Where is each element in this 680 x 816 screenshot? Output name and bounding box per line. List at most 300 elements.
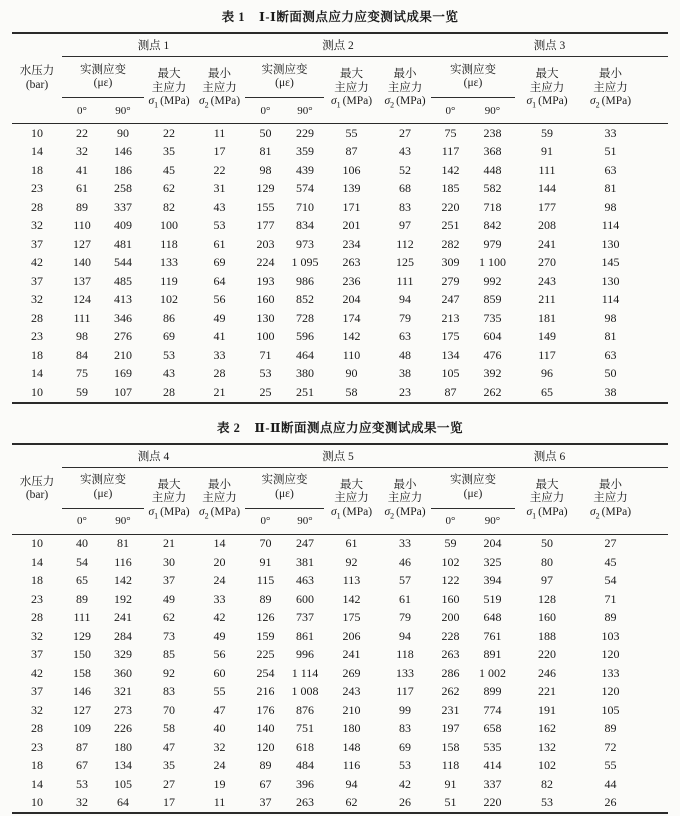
value-cell: 229	[296, 125, 314, 140]
value-cell: 192	[114, 591, 132, 606]
value-cell: 284	[114, 628, 132, 643]
value-cell: 228	[441, 628, 460, 643]
value-cell: 186	[114, 162, 132, 177]
value-cell: 234	[342, 236, 361, 251]
value-cell: 979	[483, 236, 502, 251]
pressure-cell: 23	[31, 329, 43, 344]
pressure-cell: 14	[31, 554, 43, 569]
group-header-point1: 测点 1	[62, 33, 245, 57]
table1-label: 表 1	[221, 10, 246, 24]
value-cell: 128	[538, 591, 556, 606]
sigma-min-line1: 最小	[208, 68, 231, 81]
value-cell: 346	[114, 310, 132, 325]
value-cell: 21	[213, 384, 226, 399]
value-cell: 96	[541, 366, 553, 381]
pressure-cell: 23	[31, 739, 43, 754]
value-cell: 120	[601, 647, 620, 662]
sigma-max-header: 最大 主应力 $\sigma_1$ (MPa)	[324, 57, 379, 124]
value-cell: 146	[73, 684, 91, 699]
value-cell: 70	[259, 536, 272, 551]
value-cell: 83	[399, 721, 411, 736]
value-cell: 89	[259, 591, 272, 606]
value-cell: 63	[604, 347, 617, 362]
value-cell: 110	[342, 347, 361, 362]
value-cell: 133	[601, 665, 620, 680]
value-cell: 142	[342, 329, 361, 344]
value-cell: 710	[296, 199, 314, 214]
value-cell: 380	[296, 366, 314, 381]
table-row	[12, 534, 668, 553]
value-cell: 22	[213, 162, 226, 177]
value-cell: 47	[213, 702, 226, 717]
strain-header: 实测应变 (με)	[62, 467, 144, 508]
sigma-max-header	[144, 57, 194, 124]
value-cell: 263	[296, 795, 314, 810]
value-cell: 273	[114, 702, 132, 717]
value-cell: 87	[76, 739, 88, 754]
value-cell: 105	[441, 366, 460, 381]
sigma-max-header: 最大 主应力 $\sigma_1$ (MPa)	[515, 467, 579, 534]
pressure-cell: 10	[31, 384, 43, 399]
value-cell: 22	[163, 125, 175, 140]
value-cell: 216	[256, 684, 275, 699]
value-cell: 177	[538, 199, 556, 214]
value-cell: 582	[483, 181, 502, 196]
sigma2-symbol-line: $\sigma_2$ (MPa)	[198, 95, 241, 110]
value-cell: 38	[604, 384, 617, 399]
table-row	[12, 365, 668, 384]
value-cell: 160	[441, 591, 460, 606]
value-cell: 118	[441, 758, 460, 773]
angle-0-header: 0°	[431, 98, 470, 124]
value-cell: 81	[117, 536, 129, 551]
value-cell: 116	[114, 554, 132, 569]
value-cell: 210	[114, 347, 132, 362]
value-cell: 53	[213, 218, 226, 233]
value-cell: 118	[396, 647, 414, 662]
value-cell: 133	[160, 255, 178, 270]
value-cell: 98	[604, 310, 617, 325]
value-cell: 33	[213, 591, 226, 606]
value-cell: 27	[604, 536, 617, 551]
value-cell: 20	[213, 554, 226, 569]
value-cell: 70	[163, 702, 175, 717]
value-cell: 23	[399, 384, 411, 399]
value-cell: 50	[604, 366, 617, 381]
value-cell: 241	[114, 610, 132, 625]
value-cell: 243	[342, 684, 361, 699]
value-cell: 117	[441, 144, 460, 159]
value-cell: 158	[73, 665, 91, 680]
pressure-cell: 32	[31, 218, 43, 233]
angle-90-header: 90°	[102, 508, 144, 534]
value-cell: 181	[538, 310, 556, 325]
value-cell: 270	[538, 255, 556, 270]
table-row	[12, 757, 668, 776]
value-cell: 57	[399, 573, 411, 588]
value-cell: 236	[342, 273, 361, 288]
value-cell: 263	[342, 255, 361, 270]
value-cell: 160	[538, 610, 556, 625]
value-cell: 85	[163, 647, 175, 662]
table1-title	[0, 7, 680, 25]
value-cell: 97	[399, 218, 411, 233]
table-row	[12, 794, 668, 814]
value-cell: 67	[259, 776, 272, 791]
table-row	[12, 161, 668, 180]
value-cell: 126	[256, 610, 275, 625]
value-cell: 247	[296, 536, 314, 551]
value-cell: 112	[396, 236, 414, 251]
value-cell: 309	[441, 255, 460, 270]
value-cell: 51	[444, 795, 457, 810]
value-cell: 73	[163, 628, 175, 643]
value-cell: 464	[296, 347, 314, 362]
value-cell: 114	[601, 218, 620, 233]
value-cell: 50	[541, 536, 553, 551]
value-cell: 54	[76, 554, 88, 569]
value-cell: 145	[601, 255, 620, 270]
sigma-max-header: 最大 主应力 $\sigma_1$ (MPa)	[515, 57, 579, 124]
subheader-row	[12, 57, 668, 98]
pressure-cell: 37	[31, 647, 43, 662]
value-cell: 115	[256, 573, 275, 588]
value-cell: 481	[114, 236, 132, 251]
value-cell: 114	[601, 292, 620, 307]
value-cell: 31	[213, 181, 226, 196]
value-cell: 325	[483, 554, 502, 569]
value-cell: 220	[441, 199, 460, 214]
value-cell: 134	[441, 347, 460, 362]
value-cell: 87	[345, 144, 358, 159]
value-cell: 262	[441, 684, 460, 699]
pressure-cell: 10	[31, 536, 43, 551]
value-cell: 226	[114, 721, 132, 736]
value-cell: 63	[399, 329, 411, 344]
value-cell: 92	[345, 554, 358, 569]
angle-90-header: 90°	[470, 508, 515, 534]
value-cell: 241	[342, 647, 361, 662]
strain-header: 实测应变 (με)	[431, 57, 515, 98]
value-cell: 32	[76, 144, 88, 159]
value-cell: 142	[114, 573, 132, 588]
value-cell: 103	[601, 628, 620, 643]
value-cell: 21	[163, 536, 175, 551]
sigma-max-header: 最大 主应力 $\sigma_1$ (MPa)	[144, 467, 194, 534]
value-cell: 149	[538, 329, 556, 344]
value-cell: 81	[604, 329, 617, 344]
value-cell: 55	[345, 125, 358, 140]
value-cell: 86	[163, 310, 175, 325]
angle-90-header: 90°	[102, 98, 144, 124]
value-cell: 220	[483, 795, 502, 810]
value-cell: 834	[296, 218, 314, 233]
value-cell: 42	[213, 610, 226, 625]
table-row	[12, 738, 668, 757]
sigma-min-header: 最小 主应力 $\sigma_2$ (MPa)	[579, 57, 668, 124]
value-cell: 49	[163, 591, 175, 606]
value-cell: 251	[441, 218, 460, 233]
value-cell: 45	[163, 162, 175, 177]
value-cell: 98	[259, 162, 272, 177]
table-row	[12, 328, 668, 347]
value-cell: 130	[601, 236, 620, 251]
value-cell: 210	[342, 702, 361, 717]
pressure-cell: 18	[31, 347, 43, 362]
sigma-min-header	[194, 57, 245, 124]
value-cell: 139	[342, 181, 361, 196]
value-cell: 94	[399, 628, 411, 643]
value-cell: 28	[163, 384, 175, 399]
value-cell: 32	[76, 795, 88, 810]
value-cell: 176	[256, 702, 275, 717]
value-cell: 155	[256, 199, 275, 214]
value-cell: 19	[213, 776, 226, 791]
value-cell: 49	[213, 628, 226, 643]
value-cell: 46	[399, 554, 411, 569]
value-cell: 282	[441, 236, 460, 251]
value-cell: 63	[604, 162, 617, 177]
value-cell: 1 100	[479, 255, 506, 270]
pressure-cell: 18	[31, 573, 43, 588]
value-cell: 107	[114, 384, 132, 399]
value-cell: 842	[483, 218, 502, 233]
value-cell: 14	[213, 536, 226, 551]
value-cell: 94	[345, 776, 358, 791]
value-cell: 102	[441, 554, 460, 569]
sigma-min-header: 最小 主应力 $\sigma_2$ (MPa)	[379, 467, 431, 534]
value-cell: 180	[114, 739, 132, 754]
sigma1-symbol-line: $\sigma_1$ (MPa)	[148, 95, 190, 110]
value-cell: 90	[345, 366, 358, 381]
value-cell: 67	[76, 758, 88, 773]
value-cell: 174	[342, 310, 361, 325]
value-cell: 43	[213, 199, 226, 214]
value-cell: 59	[541, 125, 553, 140]
value-cell: 448	[483, 162, 502, 177]
value-cell: 100	[256, 329, 275, 344]
value-cell: 79	[399, 610, 411, 625]
strain-unit: (με)	[93, 77, 113, 89]
group-header-point6: 测点 6	[431, 444, 668, 468]
value-cell: 43	[399, 144, 411, 159]
value-cell: 132	[538, 739, 556, 754]
value-cell: 111	[73, 310, 91, 325]
value-cell: 200	[441, 610, 460, 625]
value-cell: 71	[259, 347, 272, 362]
value-cell: 91	[444, 776, 457, 791]
value-cell: 117	[396, 684, 414, 699]
value-cell: 414	[483, 758, 502, 773]
value-cell: 81	[604, 181, 617, 196]
sigma-max-line1: 最大	[157, 68, 181, 81]
subheader-row	[12, 467, 668, 508]
value-cell: 110	[73, 218, 91, 233]
value-cell: 899	[483, 684, 502, 699]
pressure-cell: 10	[31, 125, 43, 140]
value-cell: 246	[538, 665, 556, 680]
value-cell: 17	[213, 144, 226, 159]
strain-label: 实测应变	[80, 63, 126, 76]
table-row	[12, 590, 668, 609]
value-cell: 54	[604, 573, 617, 588]
value-cell: 177	[256, 218, 275, 233]
value-cell: 99	[399, 702, 411, 717]
value-cell: 191	[538, 702, 556, 717]
group-header-row	[12, 444, 668, 468]
value-cell: 55	[213, 684, 226, 699]
value-cell: 47	[163, 739, 175, 754]
value-cell: 262	[483, 384, 502, 399]
pressure-column-header: 水压力 (bar)	[12, 444, 62, 535]
value-cell: 102	[160, 292, 178, 307]
value-cell: 61	[213, 236, 226, 251]
table-row	[12, 272, 668, 291]
value-cell: 238	[483, 125, 502, 140]
value-cell: 439	[296, 162, 314, 177]
value-cell: 69	[163, 329, 175, 344]
value-cell: 134	[114, 758, 132, 773]
value-cell: 175	[342, 610, 361, 625]
sigma-max-header: 最大 主应力 $\sigma_1$ (MPa)	[324, 467, 379, 534]
value-cell: 142	[342, 591, 361, 606]
table-row	[12, 701, 668, 720]
table2-body	[12, 534, 668, 813]
value-cell: 392	[483, 366, 502, 381]
value-cell: 89	[76, 591, 88, 606]
value-cell: 120	[601, 684, 620, 699]
value-cell: 98	[76, 329, 88, 344]
value-cell: 137	[73, 273, 91, 288]
sigma-min-header: 最小 主应力 $\sigma_2$ (MPa)	[194, 467, 245, 534]
value-cell: 111	[538, 162, 556, 177]
value-cell: 64	[117, 795, 129, 810]
value-cell: 33	[604, 125, 617, 140]
value-cell: 52	[399, 162, 411, 177]
value-cell: 188	[538, 628, 556, 643]
angle-90-header: 90°	[470, 98, 515, 124]
value-cell: 413	[114, 292, 132, 307]
value-cell: 17	[163, 795, 175, 810]
value-cell: 94	[399, 292, 411, 307]
table2-title	[0, 418, 680, 436]
value-cell: 204	[342, 292, 361, 307]
group-header-point3: 测点 3	[431, 33, 668, 57]
group-header-point2: 测点 2	[245, 33, 431, 57]
value-cell: 37	[259, 795, 272, 810]
value-cell: 48	[399, 347, 411, 362]
value-cell: 127	[73, 236, 91, 251]
value-cell: 204	[483, 536, 502, 551]
pressure-cell: 37	[31, 236, 43, 251]
pressure-cell: 28	[31, 610, 43, 625]
value-cell: 220	[538, 647, 556, 662]
value-cell: 360	[114, 665, 132, 680]
pressure-cell: 18	[31, 758, 43, 773]
value-cell: 56	[213, 292, 226, 307]
pressure-cell: 18	[31, 162, 43, 177]
pressure-cell: 32	[31, 292, 43, 307]
value-cell: 53	[76, 776, 88, 791]
value-cell: 62	[163, 181, 175, 196]
value-cell: 120	[256, 739, 275, 754]
value-cell: 111	[73, 610, 91, 625]
value-cell: 50	[259, 125, 272, 140]
table-row	[12, 346, 668, 365]
table-row	[12, 180, 668, 199]
angle-90-header: 90°	[286, 98, 324, 124]
angle-90-header: 90°	[286, 508, 324, 534]
value-cell: 43	[163, 366, 175, 381]
value-cell: 225	[256, 647, 275, 662]
value-cell: 105	[601, 702, 620, 717]
value-cell: 59	[444, 536, 457, 551]
value-cell: 44	[604, 776, 617, 791]
value-cell: 171	[342, 199, 361, 214]
value-cell: 26	[399, 795, 411, 810]
value-cell: 396	[296, 776, 314, 791]
value-cell: 368	[483, 144, 502, 159]
value-cell: 279	[441, 273, 460, 288]
value-cell: 146	[114, 144, 132, 159]
value-cell: 109	[73, 721, 91, 736]
value-cell: 27	[399, 125, 411, 140]
value-cell: 25	[259, 384, 272, 399]
value-cell: 51	[604, 144, 617, 159]
table-row	[12, 198, 668, 217]
group-header-point5: 测点 5	[245, 444, 431, 468]
value-cell: 774	[483, 702, 502, 717]
table1	[12, 32, 668, 404]
pressure-cell: 14	[31, 366, 43, 381]
value-cell: 89	[604, 610, 617, 625]
value-cell: 40	[213, 721, 226, 736]
table2-title-text: Ⅱ-Ⅱ断面测点应力应变测试成果一览	[254, 420, 464, 435]
value-cell: 600	[296, 591, 314, 606]
value-cell: 160	[256, 292, 275, 307]
value-cell: 193	[256, 273, 275, 288]
value-cell: 604	[483, 329, 502, 344]
value-cell: 41	[213, 329, 226, 344]
value-cell: 53	[541, 795, 553, 810]
sigma-min-header: 最小 主应力 $\sigma_2$ (MPa)	[379, 57, 431, 124]
value-cell: 130	[256, 310, 275, 325]
value-cell: 69	[213, 255, 226, 270]
value-cell: 65	[76, 573, 88, 588]
table-row	[12, 609, 668, 628]
group-header-point4: 测点 4	[62, 444, 245, 468]
value-cell: 64	[213, 273, 226, 288]
pressure-cell: 32	[31, 628, 43, 643]
value-cell: 206	[342, 628, 361, 643]
pressure-cell: 14	[31, 776, 43, 791]
value-cell: 409	[114, 218, 132, 233]
value-cell: 24	[213, 758, 226, 773]
value-cell: 49	[213, 310, 226, 325]
value-cell: 394	[483, 573, 502, 588]
value-cell: 91	[259, 554, 272, 569]
value-cell: 35	[163, 144, 175, 159]
value-cell: 97	[541, 573, 553, 588]
table-row	[12, 572, 668, 591]
value-cell: 81	[259, 144, 272, 159]
value-cell: 83	[163, 684, 175, 699]
value-cell: 286	[441, 665, 460, 680]
value-cell: 263	[441, 647, 460, 662]
value-cell: 718	[483, 199, 502, 214]
value-cell: 100	[160, 218, 178, 233]
value-cell: 79	[399, 310, 411, 325]
